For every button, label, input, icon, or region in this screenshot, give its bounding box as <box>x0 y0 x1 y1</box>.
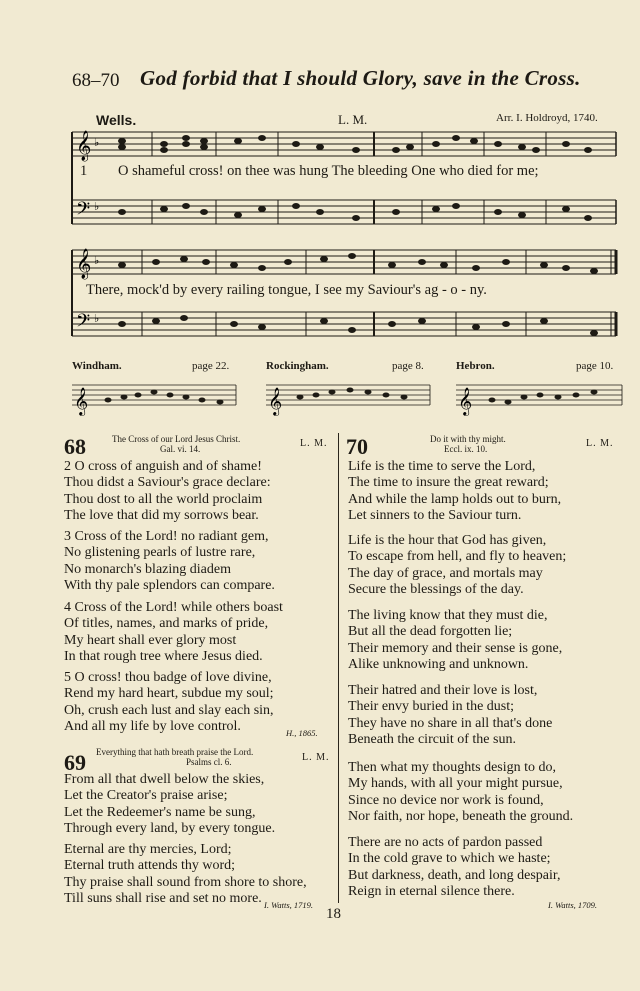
svg-text:𝄞: 𝄞 <box>268 387 283 415</box>
hymn-stanza: Then what my thoughts design to do, My hands, with all your might pursue, Since no device nor work is found, Nor faith, nor hope, beneath the ground. <box>348 760 574 824</box>
alt-tune-page: page 22. <box>192 360 230 372</box>
svg-text:♭: ♭ <box>94 136 100 149</box>
tune-lyric-line-2: There, mock'd by every railing tongue, I see my Saviour's ag - o - ny. <box>86 282 487 298</box>
svg-text:𝄞: 𝄞 <box>76 249 92 279</box>
hymn-reference: Eccl. ix. 10. <box>444 444 488 454</box>
hymn-subject: Do it with thy might. <box>430 434 506 444</box>
hymn-author: I. Watts, 1709. <box>548 900 598 910</box>
page-title: God forbid that I should Glory, save in the Cross. <box>140 66 581 90</box>
svg-text:𝄞: 𝄞 <box>76 131 92 161</box>
svg-text:♭: ♭ <box>94 200 100 213</box>
hymn-stanza: Their hatred and their love is lost, Their envy buried in the dust; They have no share in all that's done Beneath the circuit of the sun. <box>348 683 553 747</box>
hymn-stanza: The living know that they must die, But all the dead forgotten lie; Their memory and their sense is gone, Alike unknowing and unknown. <box>348 608 563 672</box>
hymn-meter: L. M. <box>586 438 614 449</box>
hymn-reference: Psalms cl. 6. <box>186 757 232 767</box>
hymn-stanza: 4 Cross of the Lord! while others boast Of titles, names, and marks of pride, My heart shall ever glory most In that rough tree where Jesus died. <box>64 600 283 664</box>
page-range: 68–70 <box>72 70 120 91</box>
column-divider <box>338 433 339 903</box>
verse-number: 1 <box>80 163 88 179</box>
alt-tune-name: Windham. <box>72 360 122 372</box>
alt-tune-page: page 10. <box>576 360 614 372</box>
hymn-author: H., 1865. <box>286 728 318 738</box>
tune-lyric-line-1: O shameful cross! on thee was hung The bleeding One who died for me; <box>118 163 539 179</box>
alt-tune-incipits <box>68 375 628 419</box>
hymn-subject: The Cross of our Lord Jesus Christ. <box>112 434 241 444</box>
hymn-stanza: Life is the time to serve the Lord, The time to insure the great reward; And while the lamp holds out to burn, Let sinners to the Saviour turn. <box>348 459 562 523</box>
svg-text:𝄞: 𝄞 <box>458 387 473 415</box>
alt-tune-name: Hebron. <box>456 360 495 372</box>
hymn-number: 69 <box>64 750 86 775</box>
svg-text:♭: ♭ <box>94 254 100 267</box>
hymn-stanza: Life is the hour that God has given, To escape from hell, and fly to heaven; The day of grace, and mortals may Secure the blessings of the day. <box>348 533 567 597</box>
music-system-1 <box>66 126 622 240</box>
hymn-stanza: There are no acts of pardon passed In the cold grave to which we haste; But darkness, death, and long despair, Reign in eternal silence there. <box>348 835 561 899</box>
hymn-meter: L. M. <box>300 438 328 449</box>
hymn-stanza: From all that dwell below the skies, Let the Creator's praise arise; Let the Redeemer's name be sung, Through every land, by every tongue. <box>64 772 276 836</box>
hymn-meter: L. M. <box>302 752 330 763</box>
hymn-author: I. Watts, 1719. <box>264 900 314 910</box>
tune-arranger: Arr. I. Holdroyd, 1740. <box>496 112 598 124</box>
hymn-subject: Everything that hath breath praise the Lord. <box>96 747 254 757</box>
hymn-stanza: Eternal are thy mercies, Lord; Eternal truth attends thy word; Thy praise shall sound from shore to shore, Till suns shall rise and set no more. <box>64 842 307 906</box>
tune-name: Wells. <box>96 112 137 128</box>
hymn-number: 70 <box>346 434 368 459</box>
hymn-number: 68 <box>64 434 86 459</box>
hymn-stanza: 2 O cross of anguish and of shame! Thou didst a Saviour's grace declare: Thou dost to all the world proclaim The love that did my sorrows bear. <box>64 459 271 523</box>
hymn-stanza: 3 Cross of the Lord! no radiant gem, No glistening pearls of lustre rare, No monarch's blazing diadem With thy pale splendors can compare. <box>64 529 275 593</box>
hymn-reference: Gal. vi. 14. <box>160 444 201 454</box>
alt-tune-name: Rockingham. <box>266 360 329 372</box>
svg-text:♭: ♭ <box>94 312 100 325</box>
page-number: 18 <box>326 906 341 922</box>
svg-text:𝄢: 𝄢 <box>76 311 91 336</box>
alt-tune-page: page 8. <box>392 360 424 372</box>
svg-text:𝄢: 𝄢 <box>76 199 91 224</box>
hymn-stanza: 5 O cross! thou badge of love divine, Rend my hard heart, subdue my soul; Oh, crush each lust and slay each sin, And all my life by love control. <box>64 670 274 734</box>
svg-text:𝄞: 𝄞 <box>74 387 89 415</box>
tune-meter: L. M. <box>338 112 368 127</box>
